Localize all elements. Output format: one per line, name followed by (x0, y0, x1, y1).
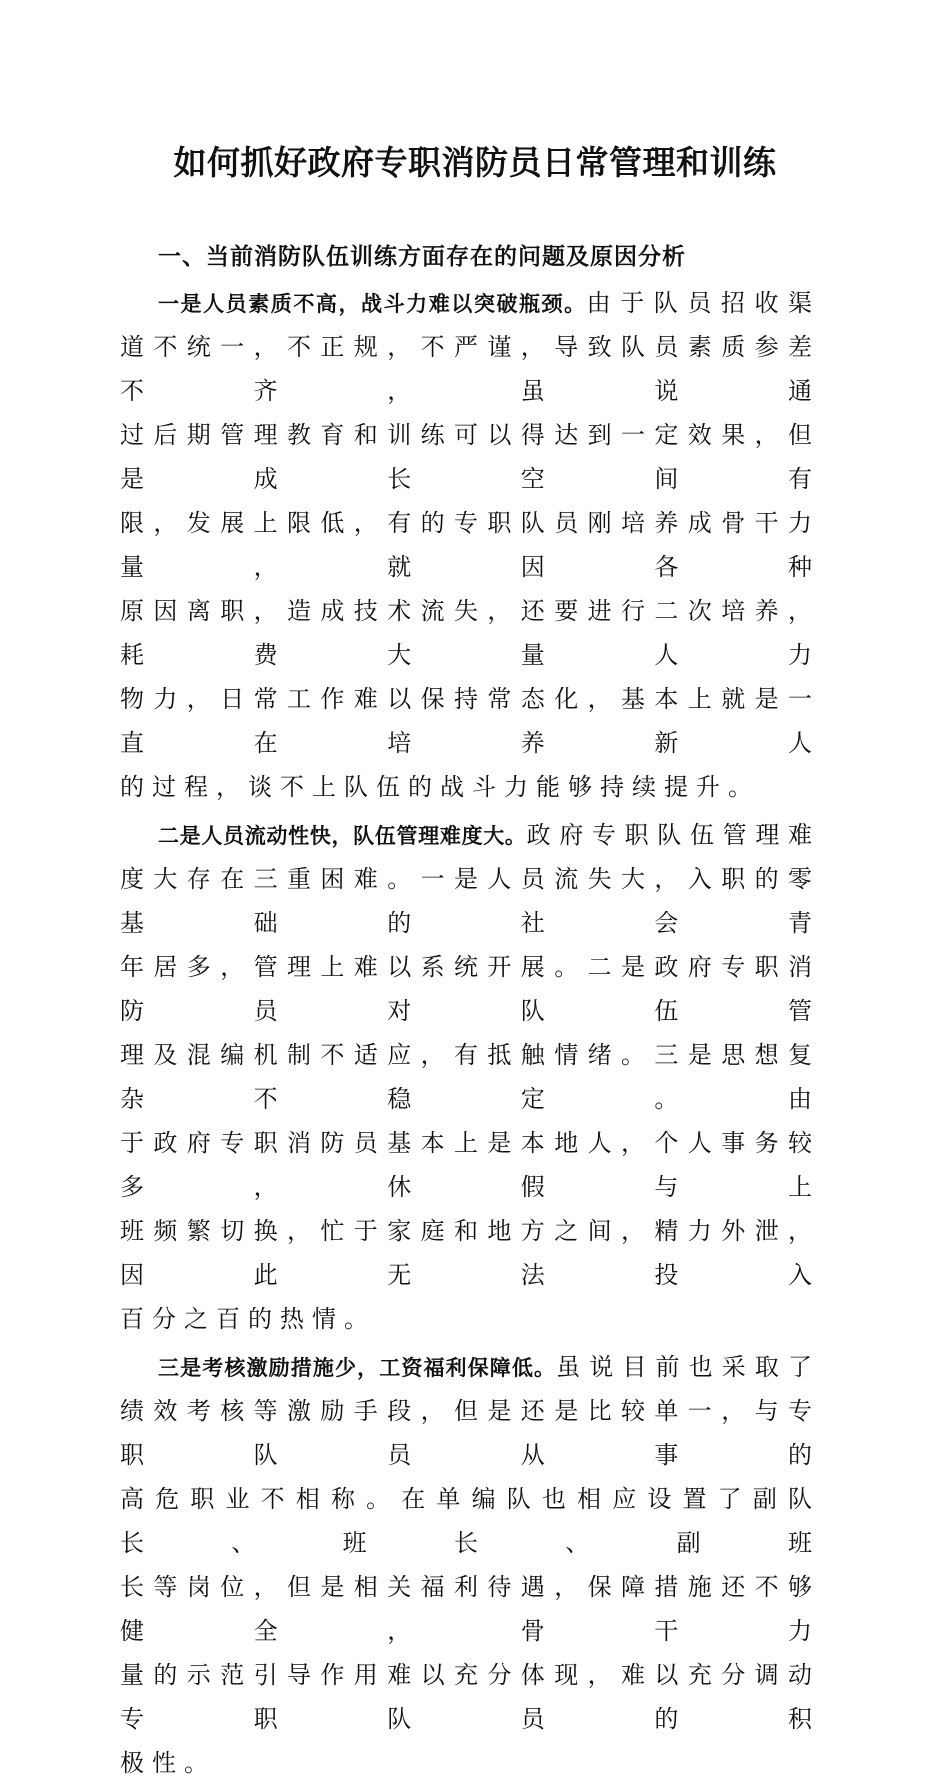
paragraph-line: 理及混编机制不适应，有抵触情绪。三是思想复杂不稳定。由 (120, 1043, 820, 1113)
paragraph-line: 过后期管理教育和训练可以得达到一定效果，但是成长空间有 (120, 423, 820, 493)
line-text: 虽说目前也采取了 (556, 1355, 821, 1381)
paragraph-line: 长等岗位，但是相关福利待遇，保障措施还不够健全，骨干力 (120, 1575, 820, 1645)
paragraph-line: 高危职业不相称。在单编队也相应设置了副队长、班长、副班 (120, 1487, 820, 1557)
paragraph-line: 道不统一，不正规，不严谨，导致队员素质参差不齐，虽说通 (120, 335, 820, 405)
paragraph-line (120, 1346, 820, 1390)
paragraph-line: 百分之百的热情。 (120, 1307, 376, 1333)
paragraph-line (120, 282, 820, 326)
section-heading: 一、当前消防队伍训练方面存在的问题及原因分析 (158, 243, 686, 269)
paragraph-line: 原因离职，造成技术流失，还要进行二次培养，耗费大量人力 (120, 599, 820, 669)
paragraph-lead: 一是人员素质不高，战斗力难以突破瓶颈。 (158, 292, 587, 316)
paragraph-line: 年居多，管理上难以系统开展。二是政府专职消防员对队伍管 (120, 955, 820, 1025)
paragraph-lead: 三是考核激励措施少，工资福利保障低。 (158, 1356, 557, 1380)
paragraph-line: 的过程，谈不上队伍的战斗力能够持续提升。 (120, 775, 760, 801)
line-text: 由于队员招收渠 (586, 291, 821, 317)
paragraph-line: 绩效考核等激励手段，但是还是比较单一，与专职队员从事的 (120, 1399, 820, 1469)
paragraph-lead: 二是人员流动性快，队伍管理难度大。 (158, 824, 527, 848)
document-title: 如何抓好政府专职消防员日常管理和训练 (173, 146, 777, 182)
paragraph-line: 限，发展上限低，有的专职队员刚培养成骨干力量，就因各种 (120, 511, 820, 581)
paragraph-line: 于政府专职消防员基本上是本地人，个人事务较多，休假与上 (120, 1131, 820, 1201)
document-body (120, 278, 820, 1786)
paragraph-line: 度大存在三重困难。一是人员流失大，入职的零基础的社会青 (120, 867, 820, 937)
paragraph-2 (120, 814, 820, 1342)
paragraph-1 (120, 282, 820, 810)
paragraph-line: 量的示范引导作用难以充分体现，难以充分调动专职队员的积 (120, 1663, 820, 1733)
paragraph-line: 极性。 (120, 1751, 216, 1777)
line-text: 政府专职队伍管理难 (526, 823, 821, 849)
paragraph-3 (120, 1346, 820, 1786)
paragraph-line (120, 814, 820, 858)
paragraph-line: 物力，日常工作难以保持常态化，基本上就是一直在培养新人 (120, 687, 820, 757)
paragraph-line: 班频繁切换，忙于家庭和地方之间，精力外泄，因此无法投入 (120, 1219, 820, 1289)
